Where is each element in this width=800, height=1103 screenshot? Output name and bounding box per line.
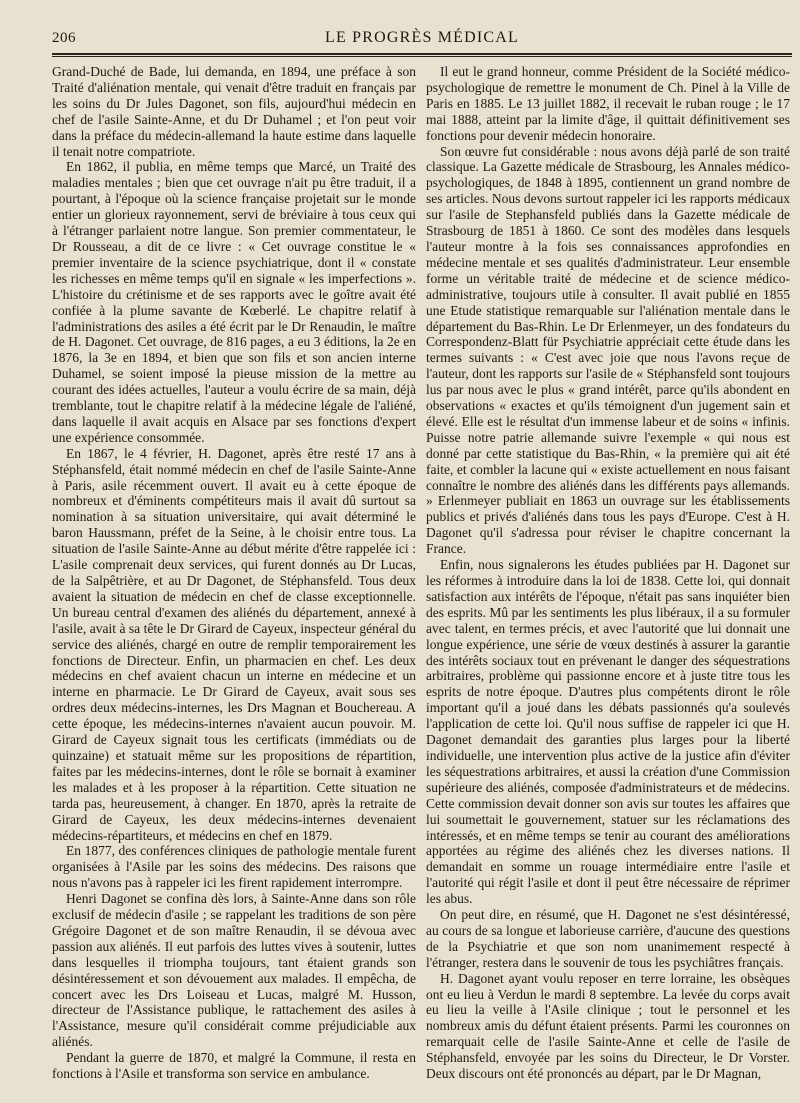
paragraph: Enfin, nous signalerons les études publiées par H. Dagonet sur les réformes à introduire dans la loi de 1838. Cette loi, qui donnait satisfaction aux intérêts de l'époque, n'était pas sans inquiéter bien des esprits. Mû par les sentiments les plus libéraux, il a su formuler avec talent, en termes précis, et avec l'autorité que lui donnait une longue expérience, une série de vœux destinés à assurer la garantie des intérêts sociaux tout en prévenant le danger des séquestrations arbitraires, problème qui passionne encore et à juste titre tous les esprits de notre époque. D'autres plus compétents diront le rôle important qu'il a joué dans les débats passionnés qu'a soulevés l'application de cette loi. Qu'il nous suffise de rappeler ici que H. Dagonet demandait des garanties plus larges pour la liberté individuelle, une intervention plus active de la justice afin d'éviter les séquestrations arbitraires, et aussi la création d'une Commission supérieure des aliénés, composée d'administrateurs et de médecins. Cette commission devait donner son avis sur toutes les affaires que lui soumettait le gouvernement, statuer sur les réclamations des intéressés, et en même temps se tenir au courant des améliorations apportées au régime des aliénés chez les diverses nations. Il demandait en somme un rouage intermédiaire entre l'asile et l'autorité qui régit l'asile et dont il peut être nécessaire de réprimer les abus.: [426, 557, 790, 907]
paragraph: Il eut le grand honneur, comme Président de la Société médico-psychologique de remettre le monument de Ch. Pinel à la Ville de Paris en 1885. Le 13 juillet 1882, il recevait le ruban rouge ; le 17 mai 1888, atteint par la limite d'âge, il quittait définitivement ses fonctions pour devenir médecin honoraire.: [426, 64, 790, 143]
running-title: LE PROGRÈS MÉDICAL: [324, 29, 520, 46]
paragraph: En 1867, le 4 février, H. Dagonet, après être resté 17 ans à Stéphansfeld, était nommé médecin en chef de l'asile Sainte-Anne à Paris, asile récemment ouvert. Il avait eu à cette époque de nombreux et d'éminents compétiteurs mais il avait dû surtout sa nomination à sa situation universitaire, qui avait déterminé le baron Haussmann, préfet de la Seine, à le choisir entre tous. La situation de l'asile Sainte-Anne au début mérite d'être rappelée ici : L'asile comprenait deux services, qui furent donnés au Dr Lucas, de la Salpêtrière, et au Dr Dagonet, de Stéphansfeld. Tous deux avaient la situation de médecin en chef de classe exceptionnelle. Un bureau central d'examen des aliénés du département, annexé à l'asile, avait à sa tête le Dr Girard de Cayeux, inspecteur général du service des aliénés, chargé en outre de remplir temporairement les fonctions de Directeur. Enfin, un pharmacien en chef. Les deux médecins en chef avaient chacun un interne en médecine et un interne en pharmacie. Le Dr Girard de Cayeux, avait sous ses ordres deux médecins-internes, les Drs Magnan et Bouchereau. A cette époque, les médecins-internes n'avaient aucun pouvoir. M. Girard de Cayeux signait tous les certificats (immédiats ou de quinzaine) et statuait même sur les propositions de répartition, faites par les médecins-internes, dont le rôle se bornait à examiner les malades et à les proposer à la répartition. Cette situation ne tarda pas, heureusement, à changer. En 1870, après la retraite de Girard de Cayeux, les deux médecins-internes devenaient médecins-répartiteurs, et médecins en chef en 1879.: [52, 445, 416, 843]
paragraph: Grand-Duché de Bade, lui demanda, en 1894, une préface à son Traité d'aliénation mentale, qui venait d'être traduit en français par les soins du Dr Jules Dagonet, son fils, aujourd'hui médecin en chef de l'asile Sainte-Anne, et du Dr Duhamel ; et l'on peut voir dans la préface du médecin-allemand la haute estime dans laquelle il tenait notre compatriote.: [52, 64, 416, 159]
page-header: [52, 28, 792, 52]
paragraph: Henri Dagonet se confina dès lors, à Sainte-Anne dans son rôle exclusif de médecin d'asile ; se rappelant les traditions de son père Grégoire Dagonet et de son maître Renaudin, il se dévoua avec passion aux aliénés. Il eut parfois des luttes vives à soutenir, luttes dans lesquelles il triompha toujours, tant étaient grands son désintéressement et son dévouement aux malades. Il empêcha, de concert avec les Drs Loiseau et Lucas, malgré M. Husson, directeur de l'Assistance publique, le rattachement des asiles à l'Assistance, mesure qu'il considérait comme préjudiciable aux aliénés.: [52, 891, 416, 1050]
page-number: 206: [52, 30, 76, 46]
paragraph: En 1862, il publia, en même temps que Marcé, un Traité des maladies mentales ; bien que cet ouvrage n'ait pu être traduit, il a pourtant, à l'époque où la science française projetait sur le monde entier un glorieux rayonnement, servi de bréviaire à tous ceux qui à l'étranger parlaient notre langue. Son premier commentateur, le Dr Rousseau, a dit de ce livre : « Cet ouvrage constitue le « premier inventaire de la science psychiatrique, dont il « constate les richesses en même temps qu'il en signale « les imperfections ». L'histoire du crétinisme et de ses rapports avec le goître avait été confiée à la plume savante de Kœberlé. Le chapitre relatif à l'administrations des asiles a été écrit par le Dr Renaudin, le maître de H. Dagonet. Cet ouvrage, de 816 pages, a eu 3 éditions, la 2e en 1876, la 3e en 1894, et bien que son fils et son ancien interne Duhamel, se soient imposé la pieuse mission de la mettre au courant des idées actuelles, l'auteur a voulu écrire de sa main, déjà tremblante, tout le chapitre relatif à la médecine légale de l'aliéné, dans laquelle il avait acquis en Alsace par ses fonctions d'expert une expérience consommée.: [52, 159, 416, 445]
right-column: [426, 64, 790, 1082]
left-column: [52, 64, 416, 1082]
header-rule: [52, 53, 792, 57]
paragraph: H. Dagonet ayant voulu reposer en terre lorraine, les obsèques ont eu lieu à Verdun le mardi 8 septembre. La levée du corps avait eu lieu la veille à l'Asile clinique ; tout le personnel et les nombreux amis du défunt étaient présents. Parmi les couronnes on remarquait celle de l'asile Sainte-Anne et celle de l'asile de Stéphansfeld, envoyée par les soins du Directeur, le Dr Vorster. Deux discours ont été prononcés au départ, par le Dr Magnan,: [426, 970, 790, 1082]
paragraph: Pendant la guerre de 1870, et malgré la Commune, il resta en fonctions à l'Asile et transforma son service en ambulance.: [52, 1050, 416, 1082]
paragraph: En 1877, des conférences cliniques de pathologie mentale furent organisées à l'Asile par les soins des médecins. Des raisons que nous n'avons pas à rappeler ici les firent rapidement interrompre.: [52, 843, 416, 891]
paragraph: On peut dire, en résumé, que H. Dagonet ne s'est désintéressé, au cours de sa longue et laborieuse carrière, d'aucune des questions de la Psychiatrie et que son nom unanimement respecté à l'étranger, restera dans le souvenir de tous les psychiâtres français.: [426, 907, 790, 970]
paragraph: Son œuvre fut considérable : nous avons déjà parlé de son traité classique. La Gazette médicale de Strasbourg, les Annales médico-psychologiques, de 1848 à 1895, contiennent un grand nombre de ses articles. Nous devons surtout rappeler ici les rapports médicaux sur l'asile de Stephansfeld publiés dans la Gazette médicale de Strasbourg de 1851 à 1860. Ce sont des modèles dans lesquels l'auteur montre à la fois ses connaissances approfondies en médecine mentale et ses qualités d'administrateur. Leur ensemble forme un véritable traité de médecine et de science médico-administrative, toujours utile à consulter. Il avait publié en 1855 une Etude statistique remarquable sur l'aliénation mentale dans le département du Bas-Rhin. Le Dr Erlenmeyer, un des fondateurs du Correspondenz-Blatt für Psychiatrie appréciait cette étude dans les termes suivants : « C'est avec joie que nous l'avons reçue de l'auteur, dont les rapports sur l'asile de « Stéphansfeld sont toujours lus par nous avec le plus « grand intérêt, parce qu'ils abondent en observations « exactes et qu'ils témoignent d'un jugement sain et élevé. Elle est le résultat d'un immense labeur et de soins « infinis. Puisse notre patrie allemande suivre l'exemple « qui nous est donné par cette statistique du Bas-Rhin, « la première qui ait été faite, et combler la lacune qui « existe actuellement en nous faisant connaître le nombre des aliénés dans les différents pays allemands. » Erlenmeyer publiait en 1863 un ouvrage sur les établissements publics et privés d'aliénés dans tous les pays d'Europe. C'est à H. Dagonet qu'il s'adressa pour réviser le chapitre concernant la France.: [426, 143, 790, 557]
